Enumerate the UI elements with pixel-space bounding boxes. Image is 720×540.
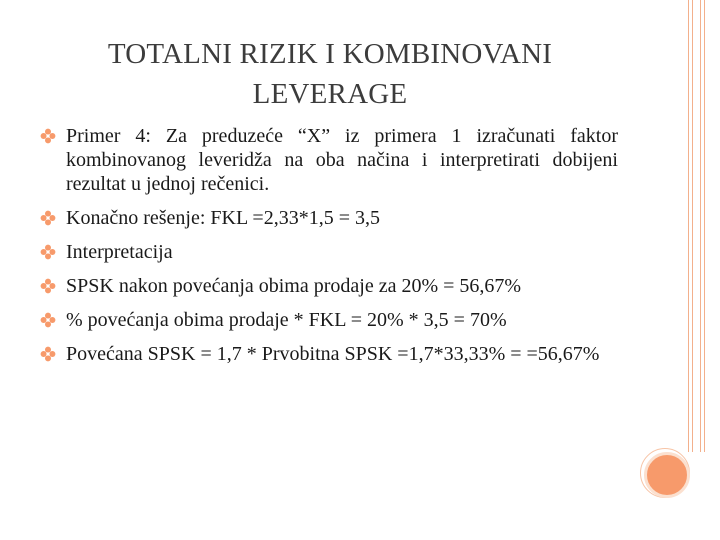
bullet-item [40,240,618,264]
bullet-item [40,342,618,366]
bullet-list [40,124,618,376]
flower-icon [40,312,56,328]
rail-line [700,0,705,452]
flower-icon [40,128,56,144]
bullet-text: SPSK nakon povećanja obima prodaje za 20% = 56,67% [66,275,522,297]
slide-title: TOTALNI RIZIK I KOMBINOVANI LEVERAGE [107,38,553,110]
bullet-text: Konačno rešenje: FKL =2,33*1,5 = 3,5 [66,207,380,229]
bullet-text: % povećanja obima prodaje * FKL = 20% * 3,5 = 70% [66,309,507,331]
bullet-item [40,124,618,196]
bullet-text: Primer 4: Za preduzeće “X” iz primera 1 izračunati faktor kombinovanog leveridža na oba načina i interpretirati dobijeni rezultat u jednoj rečenici. [66,125,618,195]
flower-icon [40,346,56,362]
bullet-item [40,308,618,332]
bullet-item [40,274,618,298]
flower-icon [40,278,56,294]
bullet-item [40,206,618,230]
bullet-text: Interpretacija [66,241,173,263]
decorative-circle [644,452,690,498]
bullet-text: Povećana SPSK = 1,7 * Prvobitna SPSK =1,7*33,33% = =56,67% [66,343,600,365]
decorative-rails [688,0,714,540]
flower-icon [40,244,56,260]
flower-icon [40,210,56,226]
rail-line [688,0,693,452]
